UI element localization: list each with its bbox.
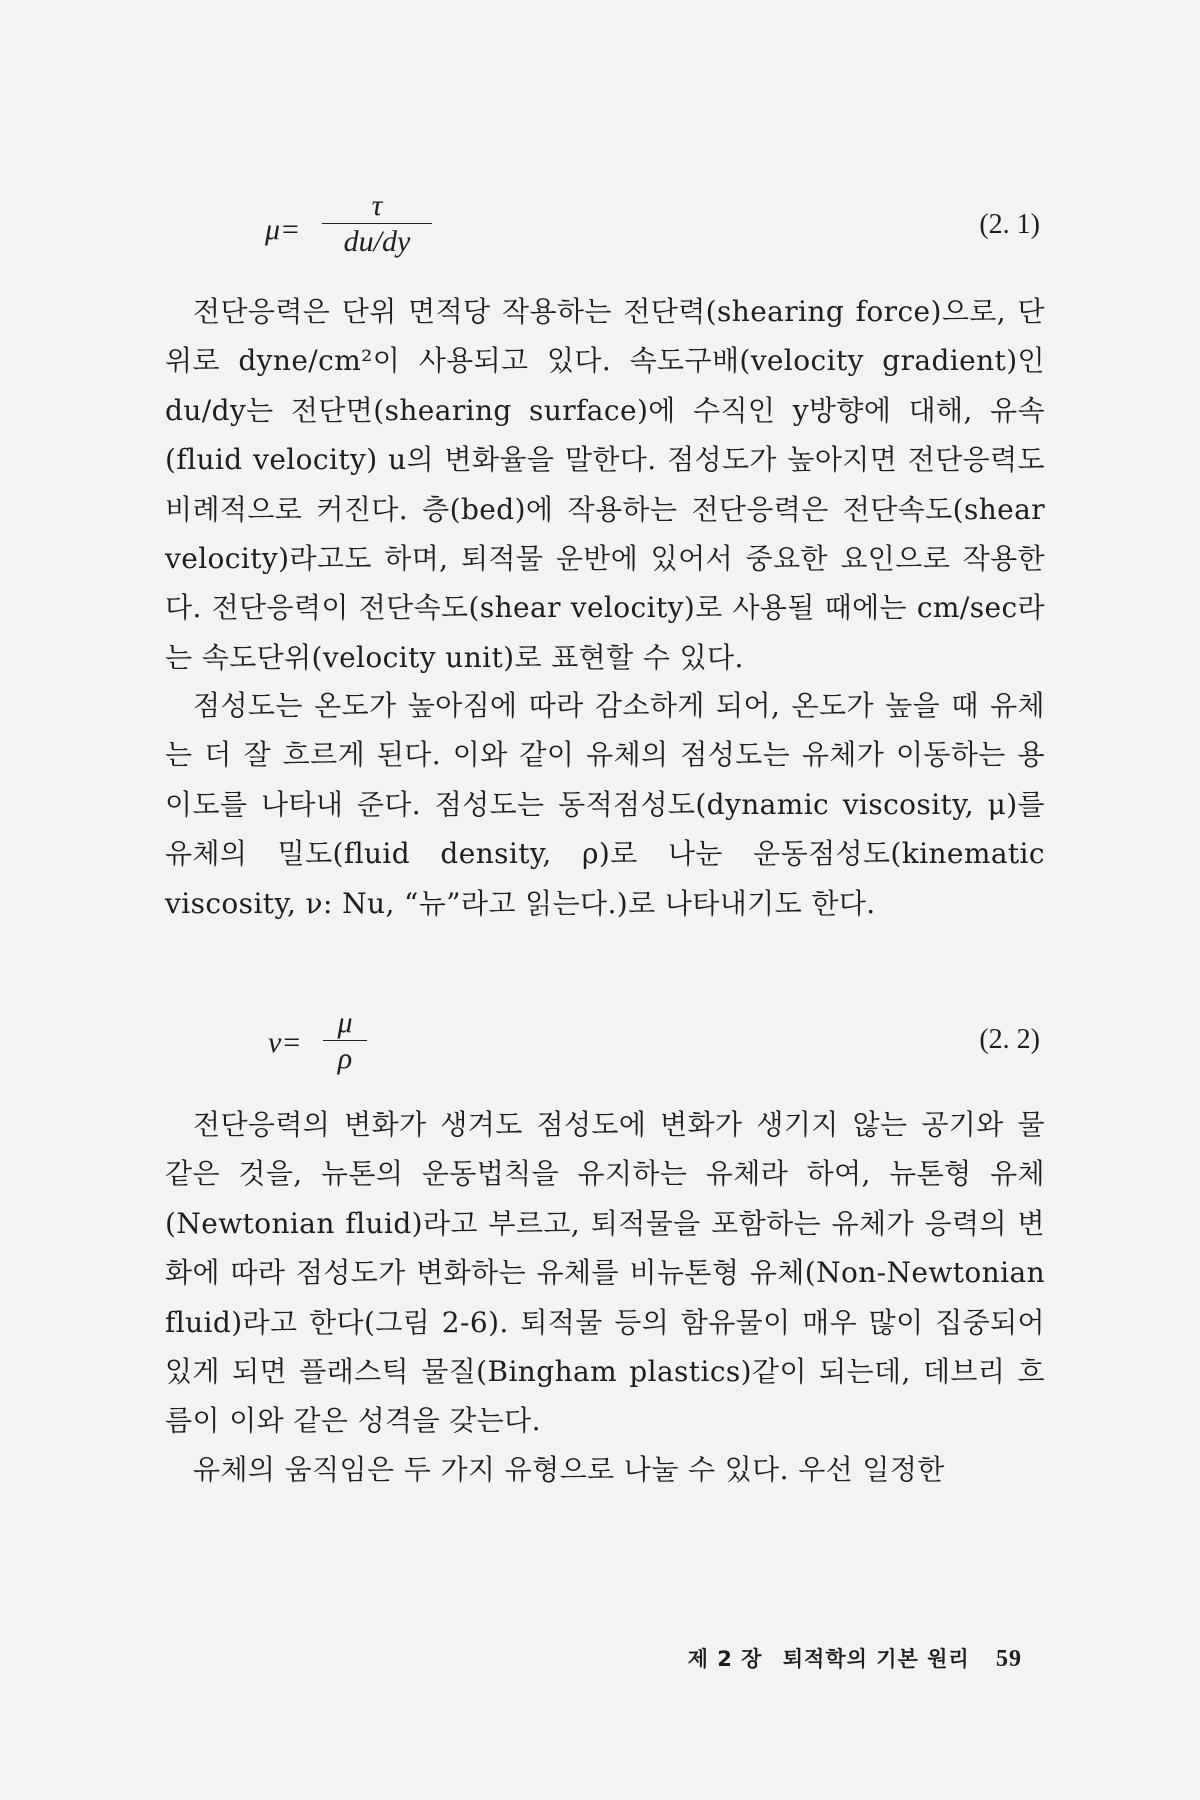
equation-2-2 — [0, 1006, 1200, 1090]
chapter-title: 퇴적학의 기본 원리 — [782, 1647, 970, 1671]
equation-number: (2. 2) — [979, 1024, 1040, 1055]
equation-numerator: μ — [337, 1006, 353, 1039]
equation-number: (2. 1) — [979, 209, 1040, 240]
equation-numerator: τ — [371, 189, 383, 222]
page-footer — [688, 1643, 1022, 1673]
paragraph-viscosity: 점성도는 온도가 높아짐에 따라 감소하게 되어, 온도가 높을 때 유체는 더 잘 흐르게 된다. 이와 같이 유체의 점성도는 유체가 이동하는 용이도를 나타내 준다. 점성도는 동적점성도(dynamic viscosity, μ)를 유체의 밀도(fluid density, ρ)로 나눈 운동점성도(kinematic viscosity, ν: Nu, “뉴”라고 읽는다.)로 나타내기도 한다. — [165, 689, 1045, 920]
paragraph-newtonian-fluid: 전단응력의 변화가 생겨도 점성도에 변화가 생기지 않는 공기와 물 같은 것을, 뉴톤의 운동법칙을 유지하는 유체라 하여, 뉴톤형 유체(Newtonian fluid)라고 부르고, 퇴적물을 포함하는 유체가 응력의 변화에 따라 점성도가 변화하는 유체를 비뉴톤형 유체(Non-Newtonian fluid)라고 한다(그림 2-6). 퇴적물 등의 함유물이 매우 많이 집중되어 있게 되면 플래스틱 물질(Bingham plastics)같이 되는데, 데브리 흐름이 이와 같은 성격을 갖는다. — [165, 1108, 1045, 1438]
paragraph-fluid-motion: 유체의 움직임은 두 가지 유형으로 나눌 수 있다. 우선 일정한 — [193, 1453, 945, 1486]
page-number: 59 — [996, 1646, 1022, 1672]
equation-fraction — [323, 1006, 367, 1077]
equation-fraction — [322, 189, 432, 260]
equation-2-1 — [0, 189, 1200, 275]
equation-lhs: μ= — [265, 213, 301, 246]
equation-denominator: du/dy — [343, 225, 411, 258]
chapter-label: 제 2 장 — [687, 1647, 763, 1671]
equation-lhs: ν= — [268, 1026, 302, 1059]
paragraph-shear-stress: 전단응력은 단위 면적당 작용하는 전단력(shearing force)으로, 단위로 dyne/cm²이 사용되고 있다. 속도구배(velocity gradient)인 du/dy는 전단면(shearing surface)에 수직인 y방향에 대해, 유속(fluid velocity) u의 변화율을 말한다. 점성도가 높아지면 전단응력도 비례적으로 커진다. 층(bed)에 작용하는 전단응력은 전단속도(shear velocity)라고도 하며, 퇴적물 운반에 있어서 중요한 요인으로 작용한다. 전단응력이 전단속도(shear velocity)로 사용될 때에는 cm/sec라는 속도단위(velocity unit)로 표현할 수 있다. — [165, 295, 1045, 674]
equation-denominator: ρ — [337, 1042, 353, 1075]
